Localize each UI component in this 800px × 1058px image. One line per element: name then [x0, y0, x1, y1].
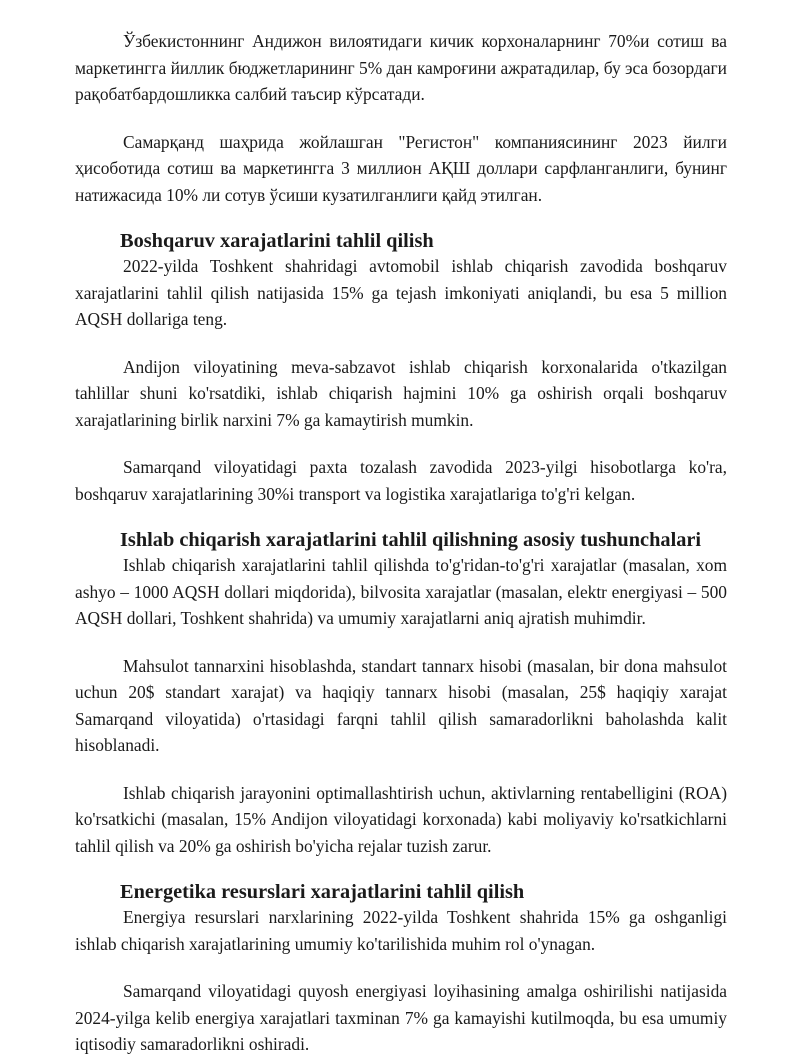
paragraph-registon-report: Самарқанд шаҳрида жойлашган "Регистон" компаниясининг 2023 йилги ҳисоботида сотиш ва маркетингга 3 миллион АҚШ доллари сарфланганлиги, бунинг натижасида 10% ли сотув ўсиши кузатилганлиги қайд этилган. [75, 131, 727, 205]
section-heading-production-costs: Ishlab chiqarish xarajatlarini tahlil qilishning asosiy tushunchalari [120, 529, 702, 551]
paragraph-roa-optimization: Ishlab chiqarish jarayonini optimallashtirish uchun, aktivlarning rentabelligini (ROA) ko'rsatkichi (masalan, 15% Andijon viloyatidagi korxonada) kabi moliyaviy ko'rsatkichlarni tahlil qilish va 20% ga oshirish bo'yicha rejalar tuzish zarur. [75, 782, 727, 856]
document-page [75, 28, 727, 1058]
paragraph-direct-indirect-costs: Ishlab chiqarish xarajatlarini tahlil qilishda to'g'ridan-to'g'ri xarajatlar (masalan, xom ashyo – 1000 AQSH dollari miqdorida), bilvosita xarajatlar (masalan, elektr energiyasi – 500 AQSH dollari, Toshkent shahrida) va umumiy xarajatlarni aniq ajratish muhimdir. [75, 555, 727, 628]
section-heading-management-costs: Boshqaruv xarajatlarini tahlil qilish [120, 230, 434, 252]
paragraph-samarkand-cotton: Samarqand viloyatidagi paxta tozalash zavodida 2023-yilgi hisobotlarga ko'ra, boshqaruv xarajatlarining 30%i transport va logistika xarajatlariga to'g'ri kelgan. [75, 457, 727, 504]
paragraph-andijan-fruit-veg: Andijon viloyatining meva-sabzavot ishlab chiqarish korxonalarida o'tkazilgan tahlillar shuni ko'rsatdiki, ishlab chiqarish hajmini 10% ga oshirish orqali boshqaruv xarajatlarining birlik narxini 7% ga kamaytirish mumkin. [75, 356, 727, 430]
paragraph-solar-project: Samarqand viloyatidagi quyosh energiyasi loyihasining amalga oshirilishi natijasida 2024-yilga kelib energiya xarajatlari taxminan 7% ga kamayishi kutilmoqda, bu esa umumiy iqtisodiy samaradorlikni oshiradi. [75, 981, 727, 1054]
paragraph-energy-prices: Energiya resurslari narxlarining 2022-yilda Toshkent shahrida 15% ga oshganligi ishlab chiqarish xarajatlarining umumiy ko'tarilishida muhim rol o'ynagan. [75, 907, 727, 954]
paragraph-tashkent-auto-plant: 2022-yilda Toshkent shahridagi avtomobil ishlab chiqarish zavodida boshqaruv xarajatlarini tahlil qilish natijasida 15% ga tejash imkoniyati aniqlandi, bu esa 5 million AQSH dollariga teng. [75, 256, 727, 329]
paragraph-marketing-andijan: Ўзбекистоннинг Андижон вилоятидаги кичик корхоналарнинг 70%и сотиш ва маркетингга йиллик бюджетларининг 5% дан камроғини ажратадилар, бу эса бозордаги рақобатбардошликка салбий таъсир кўрсатади. [75, 31, 727, 104]
section-heading-energy-costs: Energetika resurslari xarajatlarini tahlil qilish [120, 881, 525, 903]
paragraph-standard-actual-cost: Mahsulot tannarxini hisoblashda, standart tannarx hisobi (masalan, bir dona mahsulot uchun 20$ standart xarajat) va haqiqiy tannarx hisobi (masalan, 25$ haqiqiy xarajat Samarqand viloyatida) o'rtasidagi farqni tahlil qilish samaradorlikni baholashda kalit hisoblanadi. [75, 655, 727, 755]
